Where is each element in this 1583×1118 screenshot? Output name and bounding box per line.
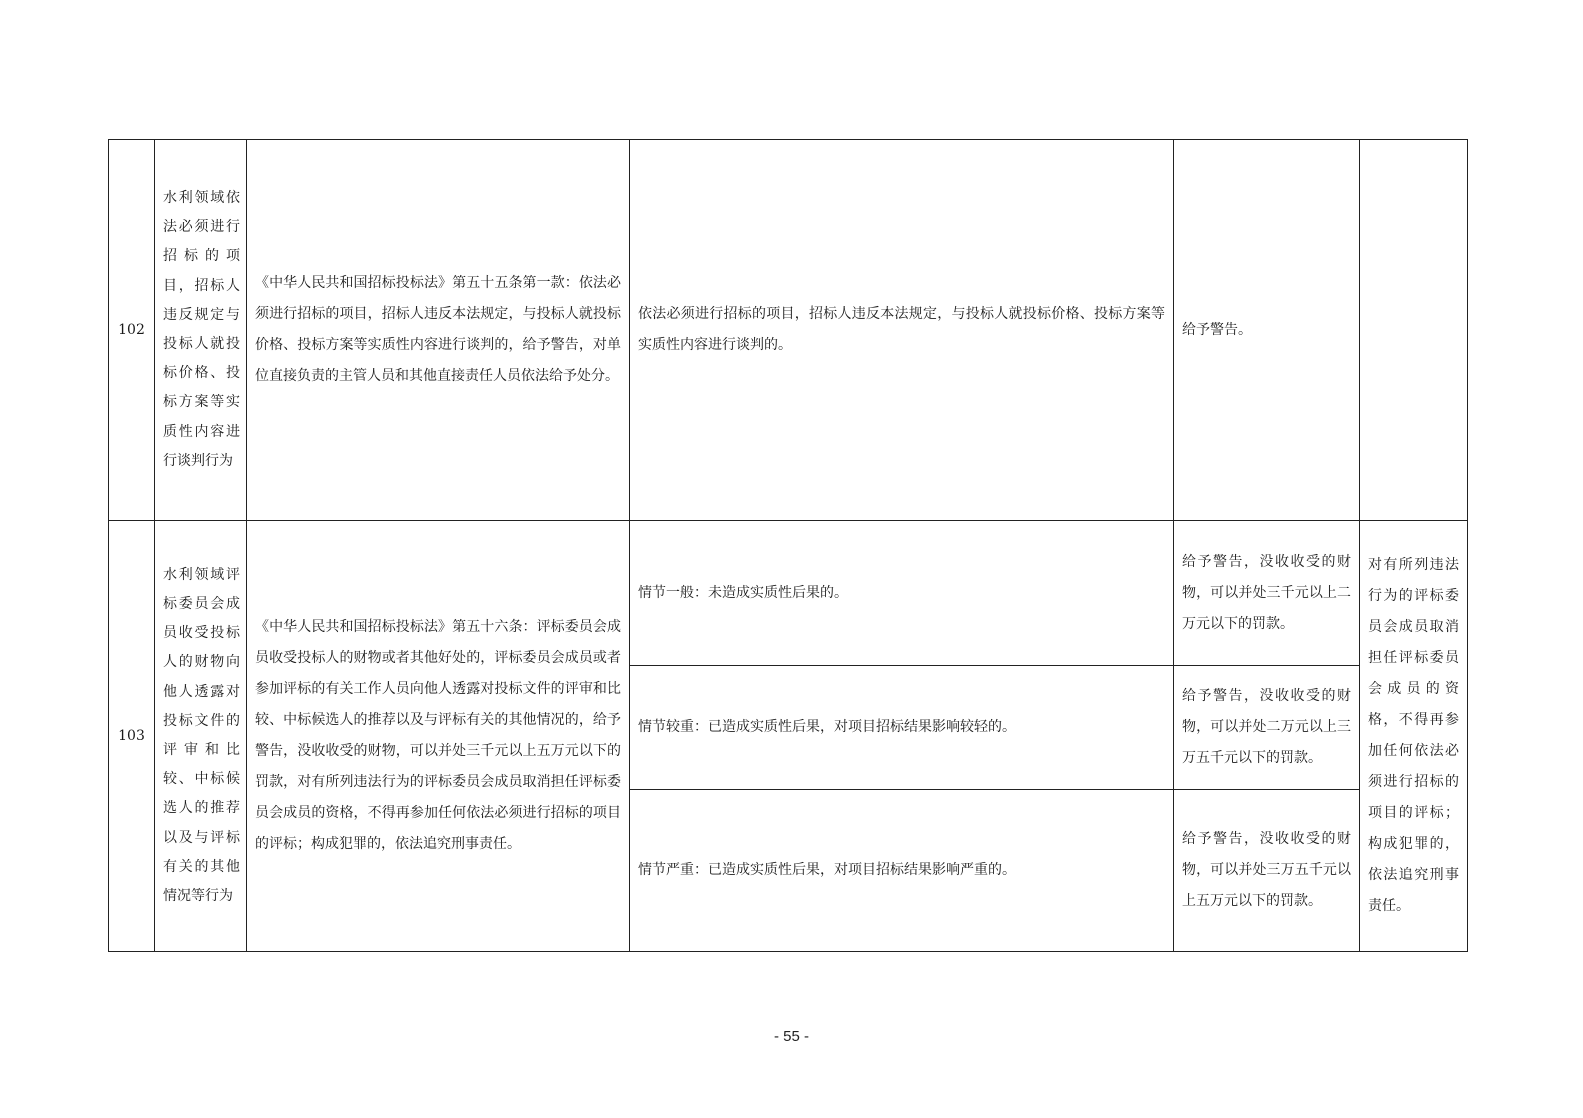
row-number: 102 xyxy=(109,140,155,521)
penalty-standard-severe: 给予警告，没收收受的财物，可以并处三万五千元以上五万元以下的罚款。 xyxy=(1174,790,1360,952)
violation-circumstance: 依法必须进行招标的项目，招标人违反本法规定，与投标人就投标价格、投标方案等实质性内容进行谈判的。 xyxy=(630,140,1174,521)
violation-item: 水利领域评标委员会成员收受投标人的财物向他人透露对投标文件的评审和比较、中标候选人的推荐以及与评标有关的其他情况等行为 xyxy=(155,521,247,952)
violation-circumstance-severe: 情节严重：已造成实质性后果，对项目招标结果影响严重的。 xyxy=(630,790,1174,952)
penalty-standards-table xyxy=(108,139,1468,952)
row-number: 103 xyxy=(109,521,155,952)
violation-circumstance-serious: 情节较重：已造成实质性后果，对项目招标结果影响较轻的。 xyxy=(630,666,1174,790)
page-number: - 55 - xyxy=(773,1028,809,1045)
remark-cell: 对有所列违法行为的评标委员会成员取消担任评标委员会成员的资格，不得再参加任何依法必须进行招标的项目的评标；构成犯罪的，依法追究刑事责任。 xyxy=(1360,521,1468,952)
remark-cell xyxy=(1360,140,1468,521)
legal-basis: 《中华人民共和国招标投标法》第五十六条：评标委员会成员收受投标人的财物或者其他好处的，评标委员会成员或者参加评标的有关工作人员向他人透露对投标文件的评审和比较、中标候选人的推荐以及与评标有关的其他情况的，给予警告，没收收受的财物，可以并处三千元以上五万元以下的罚款，对有所列违法行为的评标委员会成员取消担任评标委员会成员的资格，不得再参加任何依法必须进行招标的项目的评标；构成犯罪的，依法追究刑事责任。 xyxy=(247,521,630,952)
table-row-102 xyxy=(109,140,1468,521)
table-row-103 xyxy=(109,521,1468,666)
penalty-standard-general: 给予警告，没收收受的财物，可以并处三千元以上二万元以下的罚款。 xyxy=(1174,521,1360,666)
violation-item: 水利领域依法必须进行招标的项目，招标人违反规定与投标人就投标价格、投标方案等实质性内容进行谈判行为 xyxy=(155,140,247,521)
violation-circumstance-general: 情节一般：未造成实质性后果的。 xyxy=(630,521,1174,666)
legal-basis: 《中华人民共和国招标投标法》第五十五条第一款：依法必须进行招标的项目，招标人违反本法规定，与投标人就投标价格、投标方案等实质性内容进行谈判的，给予警告，对单位直接负责的主管人员和其他直接责任人员依法给予处分。 xyxy=(247,140,630,521)
penalty-standard-serious: 给予警告，没收收受的财物，可以并处二万元以上三万五千元以下的罚款。 xyxy=(1174,666,1360,790)
penalty-standard: 给予警告。 xyxy=(1174,140,1360,521)
